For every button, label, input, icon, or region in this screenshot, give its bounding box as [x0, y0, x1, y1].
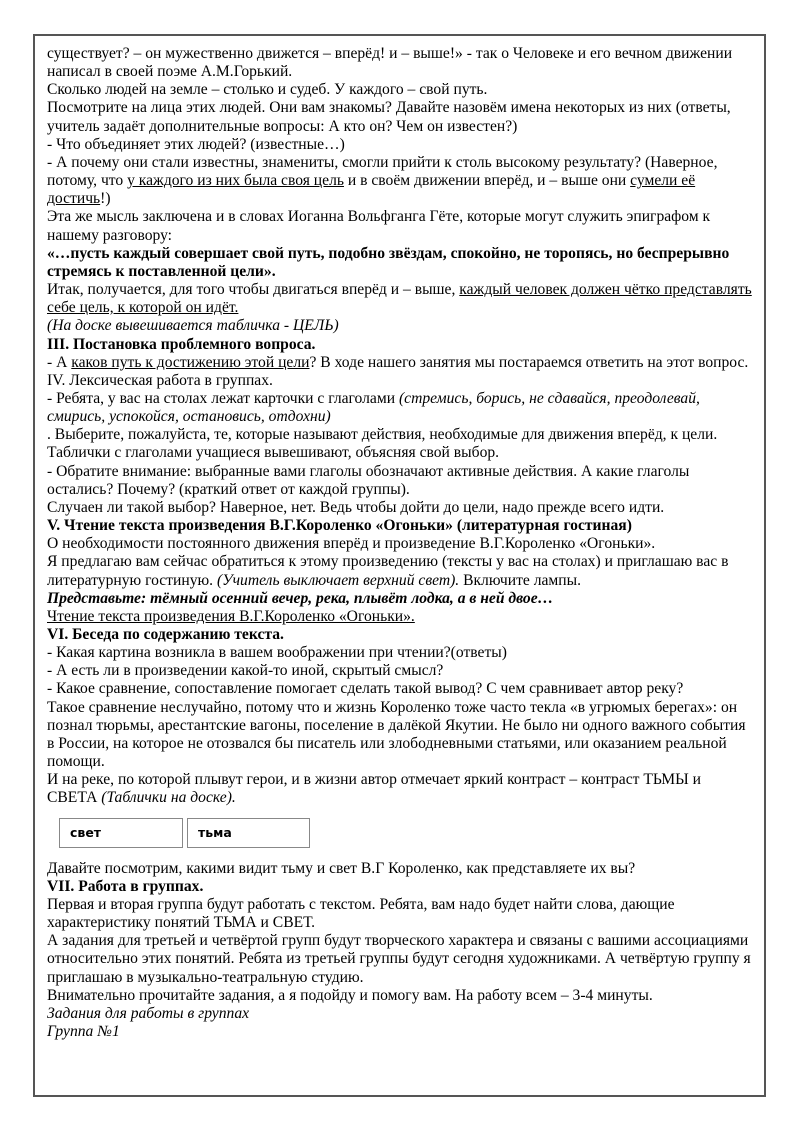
paragraph: - Что объединяет этих людей? (известные…): [47, 135, 345, 153]
bold-italic-paragraph: Представьте: тёмный осенний вечер, река, плывёт лодка, а в ней двое…: [47, 589, 554, 607]
section-heading: III. Постановка проблемного вопроса.: [47, 335, 316, 353]
paragraph: . Выберите, пожалуйста, те, которые называют действия, необходимые для движения вперёд, к цели. Таблички с глаголами учащиеся вывешивают, объясняя свой выбор.: [47, 426, 718, 462]
light-table-box: свет: [59, 818, 183, 848]
section-heading: VI. Беседа по содержанию текста.: [47, 626, 284, 643]
paragraph: Посмотрите на лица этих людей. Они вам знакомы? Давайте назовём имена некоторых из них (ответы, учитель задаёт дополнительные вопросы: А кто он? Чем он известен?): [47, 99, 731, 135]
tables-row: [47, 808, 752, 860]
text: !): [100, 190, 111, 208]
paragraph: - Какая картина возникла в вашем воображении при чтении?(ответы): [47, 644, 507, 662]
text: ? В ходе нашего занятия мы постараемся ответить на этот вопрос.: [309, 353, 749, 371]
section-heading: IV. Лексическая работа в группах.: [47, 371, 273, 389]
paragraph: [47, 154, 752, 208]
text: - Ребята, у вас на столах лежат карточки с глаголами: [47, 389, 399, 407]
paragraph: [47, 608, 752, 626]
paragraph: существует? – он мужественно движется – вперёд! и – выше!» - так о Человеке и его вечном движении написал в своей поэме А.М.Горький.: [47, 45, 733, 81]
text: И на реке, по которой плывут герои, и в жизни автор отмечает яркий контраст – контраст ТЬМЫ и СВЕТА: [47, 771, 701, 807]
document-body: [47, 45, 752, 1041]
paragraph: Эта же мысль заключена и в словах Иоганна Вольфганга Гёте, которые могут служить эпиграфом к нашему разговору:: [47, 208, 711, 244]
paragraph: О необходимости постоянного движения вперёд и произведение В.Г.Короленко «Огоньки».: [47, 535, 656, 553]
stage-note: (На доске вывешивается табличка - ЦЕЛЬ): [47, 317, 339, 335]
paragraph: [47, 281, 752, 317]
section-heading: V. Чтение текста произведения В.Г.Короленко «Огоньки» (литературная гостиная): [47, 517, 632, 535]
underlined-text: у каждого из них была своя цель: [127, 172, 344, 190]
paragraph: - Обратите внимание: выбранные вами глаголы обозначают активные действия. А какие глаголы остались? Почему? (краткий ответ от каждой группы).: [47, 462, 690, 498]
paragraph: Такое сравнение неслучайно, потому что и жизнь Короленко тоже часто текла «в угрюмых берегах»: он познал тюрьмы, арестантские вагоны, поселение в далёкой Якутии. Не было ни одного важного события в России, на которое не отозвался бы писатель или злободневными статьями, или оказанием реальной помощи.: [47, 698, 746, 771]
paragraph: Случаен ли такой выбор? Наверное, нет. Ведь чтобы дойти до цели, надо прежде всего идти.: [47, 498, 665, 516]
paragraph: А задания для третьей и четвёртой групп будут творческого характера и связаны с вашими ассоциациями относительно этих понятий. Ребята из третьей группы будут сегодня художниками. А четвёртую группу я приглашаю в музыкально-театральную студию.: [47, 932, 751, 986]
underlined-text: каков путь к достижению этой цели: [71, 353, 310, 371]
paragraph: Давайте посмотрим, какими видит тьму и свет В.Г Короленко, как представляете их вы?: [47, 859, 636, 877]
paragraph: [47, 771, 752, 807]
paragraph: [47, 354, 752, 372]
paragraph: [47, 390, 752, 426]
paragraph: Первая и вторая группа будут работать с текстом. Ребята, вам надо будет найти слова, дающие характеристику понятий ТЬМА и СВЕТ.: [47, 895, 675, 932]
text: и в своём движении вперёд, и – выше они: [343, 172, 631, 190]
italic-text: (Учитель выключает верхний свет).: [216, 571, 460, 589]
underlined-text: Чтение текста произведения В.Г.Короленко «Огоньки».: [47, 607, 415, 625]
italic-text: (стремись, борись, не сдавайся, преодолевай, смирись, успокойся, остановись, отдохни): [47, 389, 700, 426]
paragraph: - А есть ли в произведении какой-то иной, скрытый смысл?: [47, 662, 444, 680]
group-heading: Группа №1: [47, 1022, 120, 1040]
text: Включите лампы.: [459, 571, 581, 589]
paragraph: - Какое сравнение, сопоставление помогает сделать такой вывод? С чем сравнивает автор реку?: [47, 680, 684, 698]
paragraph: Сколько людей на земле – столько и судеб. У каждого – свой путь.: [47, 81, 488, 99]
epigraph-quote: «…пусть каждый совершает свой путь, подобно звёздам, спокойно, не торопясь, но беспрерывно стремясь к поставленной цели».: [47, 244, 730, 280]
underlined-text: каждый человек должен чётко представлять себе цель, к которой он идёт.: [47, 281, 752, 317]
section-heading: VII. Работа в группах.: [47, 877, 204, 895]
paragraph: Внимательно прочитайте задания, а я подойду и помогу вам. На работу всем – 3-4 минуты.: [47, 986, 653, 1004]
paragraph: [47, 553, 752, 589]
italic-text: (Таблички на доске).: [101, 789, 236, 807]
text: - А: [47, 353, 72, 371]
tasks-heading: Задания для работы в группах: [47, 1004, 250, 1022]
text: Я предлагаю вам сейчас обратиться к этому произведению (тексты у вас на столах) и приглашаю вас в литературную гостиную.: [47, 553, 729, 589]
text: Итак, получается, для того чтобы двигаться вперёд и – выше,: [47, 281, 460, 299]
dark-table-box: тьма: [187, 818, 310, 848]
text: - А почему они стали известны, знамениты, смогли прийти к столь высокому результату? (Наверное, потому, что: [47, 153, 718, 190]
underlined-text: сумели её достичь: [47, 172, 696, 208]
